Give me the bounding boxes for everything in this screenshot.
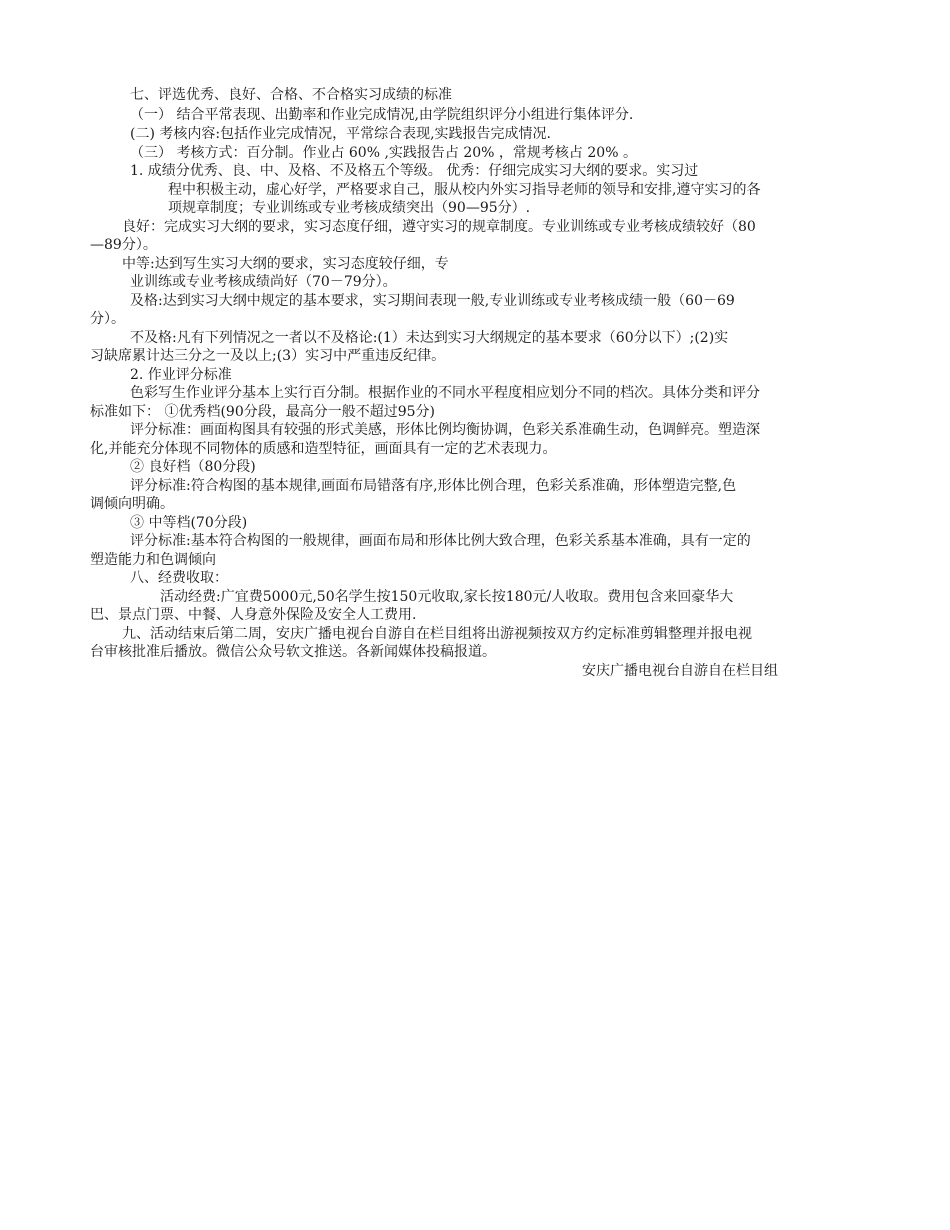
- paragraph-line: 业训练或专业考核成绩尚好（70－79分）。: [130, 274, 397, 290]
- paragraph-line: 塑造能力和色调倾向: [90, 552, 216, 568]
- paragraph-line: 评分标准:基本符合构图的一般规律，画面布局和形体比例大致合理，色彩关系基本准确，具有一定的: [130, 533, 751, 549]
- list-item-one: 1. 成绩分优秀、良、中、及格、不及格五个等级。 优秀：仔细完成实习大纲的要求。实习过: [130, 163, 699, 179]
- paragraph-line: 不及格:凡有下列情况之一者以不及格论:(1）未达到实习大纲规定的基本要求（60分以下）;(2)实: [130, 330, 729, 346]
- signature-line: 安庆广播电视台自游自在栏目组: [582, 663, 778, 679]
- paragraph-line: —89分）。: [90, 237, 157, 253]
- paragraph-line: 调倾向明确。: [90, 496, 174, 512]
- paragraph-line: 化,并能充分体现不同物体的质感和造型特征，画面具有一定的艺术表现力。: [90, 441, 557, 457]
- paragraph-line: (二) 考核内容:包括作业完成情况，平常综合表现,实践报告完成情况.: [130, 126, 551, 142]
- grade-heading-good: ② 良好档（80分段): [130, 459, 256, 475]
- paragraph-line: （一） 结合平常表现、出勤率和作业完成情况,由学院组织评分小组进行集体评分.: [130, 107, 634, 123]
- paragraph-line: 良好：完成实习大纲的要求，实习态度仔细，遵守实习的规章制度。专业训练或专业考核成绩较好（80: [122, 219, 756, 235]
- paragraph-line: 巴、景点门票、中餐、人身意外保险及安全人工费用.: [90, 607, 417, 623]
- paragraph-line: 程中积极主动，虚心好学，严格要求自己，服从校内外实习指导老师的领导和安排,遵守实习的各: [168, 182, 761, 198]
- section-seven-heading: 七、评选优秀、良好、合格、不合格实习成绩的标准: [130, 87, 452, 103]
- paragraph-line: 项规章制度；专业训练或专业考核成绩突出（90—95分）.: [168, 200, 531, 216]
- paragraph-line: 台审核批准后播放。微信公众号软文推送。各新闻媒体投稿报道。: [90, 644, 496, 660]
- section-eight-heading: 八、经费收取：: [130, 570, 228, 586]
- paragraph-line: 评分标准：画面构图具有较强的形式美感，形体比例均衡协调，色彩关系准确生动，色调鲜亮。塑造深: [130, 422, 760, 438]
- paragraph-line: 活动经费:广宜费5000元,50名学生按150元收取,家长按180元/人收取。费用包含来回豪华大: [160, 589, 734, 605]
- paragraph-line: 色彩写生作业评分基本上实行百分制。根据作业的不同水平程度相应划分不同的档次。具体分类和评分: [130, 385, 760, 401]
- paragraph-line: 习缺席累计达三分之一及以上;(3）实习中严重违反纪律。: [90, 348, 446, 364]
- paragraph-line: 分）。: [90, 311, 125, 327]
- paragraph-line: 评分标准:符合构图的基本规律,画面布局错落有序,形体比例合理，色彩关系准确，形体塑造完整,色: [130, 478, 737, 494]
- list-item-two: 2. 作业评分标准: [130, 367, 232, 383]
- paragraph-line: （三） 考核方式：百分制。作业占 60% ,实践报告占 20% ，常规考核占 20% 。: [130, 145, 637, 161]
- paragraph-line: 中等:达到写生实习大纲的要求，实习态度较仔细，专: [122, 256, 449, 272]
- paragraph-line: 及格:达到实习大纲中规定的基本要求，实习期间表现一般,专业训练或专业考核成绩一般（60－69: [130, 293, 735, 309]
- section-nine-line: 九、活动结束后第二周，安庆广播电视台自游自在栏目组将出游视频按双方约定标准剪辑整理并报电视: [122, 626, 752, 642]
- paragraph-line: 标准如下： ①优秀档(90分段，最高分一般不超过95分): [90, 404, 436, 420]
- grade-heading-medium: ③ 中等档(70分段): [130, 515, 248, 531]
